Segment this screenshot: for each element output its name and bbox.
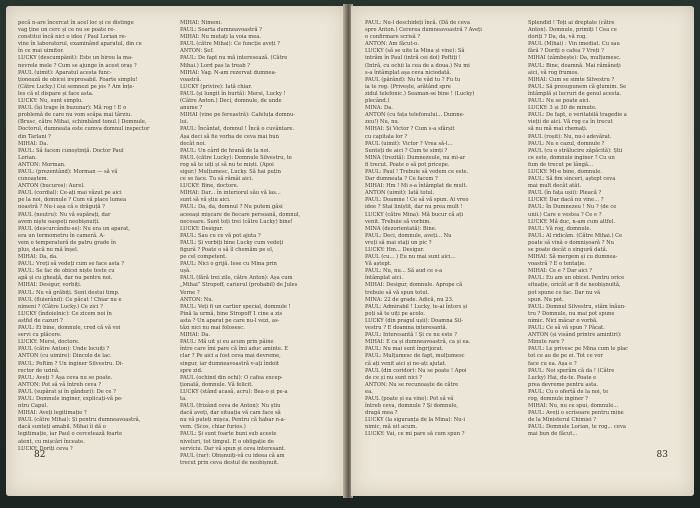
text-line: Vă aștept.	[365, 261, 392, 268]
text-line: LUCKY (privire): Iată chiar.	[180, 83, 252, 90]
text-line: spun. Nu pot.	[528, 296, 564, 303]
text-line: singur, iar dumneavoastră v-ați îndoit	[180, 360, 279, 367]
text-line: ANTON: Nu se recunoaște de către	[365, 381, 459, 388]
text-line: nu vă puteți mișca. Pentru că habar n-a-	[180, 417, 286, 424]
text-line: LUCKY: Desigur.	[180, 225, 224, 232]
text-line: PAUL (cu o strălucire zăpăcită): Știi	[528, 147, 623, 154]
text-line: PAUL (către Anton): Unde locuiți ?	[18, 346, 110, 353]
text-line: LUCKY: 3 și 30 de minute.	[528, 105, 597, 112]
text-line: de ce și nu sunt nici ?	[365, 374, 423, 381]
text-line: ționată, domnule. Vă felicit.	[180, 381, 253, 388]
text-line: LUCKY (din pragul ușii): Doamna Sil-	[365, 317, 463, 324]
text-line: nimic, mă uit acum.	[365, 424, 418, 431]
text-line: PAUL: Nu se poate aici.	[528, 98, 591, 105]
text-line: ia te rog. (Privește, arătând spre	[365, 83, 451, 90]
text-line: LUCKY (stând acasă, acru): Bea-o și pe-a	[180, 388, 288, 395]
text-line: anume ?	[180, 105, 203, 112]
text-line: Așa deci să fie vorba de ceva mai bun	[180, 133, 279, 140]
text-line: ționează de obicei ireprosabil. Foarte simplu!	[18, 76, 138, 83]
text-line: Lucky) Hai, du-te. Poate e	[528, 374, 597, 381]
text-line: MIHAI: Dar... în interiorul său vă las...	[180, 190, 281, 197]
text-line: s-a întâmplat așa ceva niciodată.	[365, 69, 452, 76]
left-page	[6, 6, 345, 496]
text-line: PAUL: Admirabil ! Lucky, te-ai întors și	[365, 303, 468, 310]
text-line: MIHAI: Desigur, domnule. Aprope că	[365, 282, 463, 289]
text-line: LUCKY: Mersi, doctore.	[18, 339, 80, 346]
text-line: rog să te uiți și să nu te miști. (Apoi	[180, 161, 274, 168]
text-line: LUCKY: Doriți ceva ?	[18, 445, 73, 452]
text-line: PAUL: Se fac de obicei niște teste cu	[18, 268, 115, 275]
text-line: figură ? Poate o să îl chemăm pe el,	[180, 247, 274, 253]
page-number-right: 83	[656, 450, 668, 460]
right-page-column-2	[528, 20, 683, 440]
text-line: ANTON: Nu.	[180, 296, 214, 303]
text-line: MIHAI: Nimeni.	[180, 20, 222, 26]
text-line: PAUL: Să fim sinceri, aștept ceva	[528, 176, 616, 183]
text-line: sigur.) Mulțumesc, Lucky. Să hai puțin	[180, 168, 281, 175]
text-line: mai mult decât atât.	[528, 183, 582, 190]
text-line: PAUL: Nu mai sunt îngrijorat.	[365, 346, 444, 353]
text-line: prea devreme pentru asta.	[528, 381, 598, 388]
right-page	[351, 6, 694, 496]
text-line: PAUL (părând): Nu te văd tu ? Fu tu	[365, 76, 461, 83]
text-line: spre zid.	[180, 367, 203, 374]
text-line: PAUL (fără trei zile, câtre Anton): Așa cum	[180, 275, 293, 282]
text-line: tru ? Domnule, nu mai pot spune	[528, 310, 615, 317]
text-line: din Tarlani ?	[18, 133, 51, 140]
text-line: pecă n-are încercat în acel loc și ce distinge	[18, 20, 134, 26]
text-line: MIHAI (zâmbește): Da, mulțumesc.	[528, 55, 621, 62]
text-line: nimeni ? (Câtre Lucky.) Ce zici ?	[18, 303, 103, 310]
text-line: nevrele mele ? Cum se ajunge în acest oraș ?	[18, 62, 137, 69]
text-line: MINA: Da.	[365, 105, 393, 112]
text-line: noastră ? Nu-i așa că e drăguță ?	[18, 204, 105, 211]
text-line: PAUL: Ce să vă spun ? Păcat.	[528, 325, 605, 332]
text-line: PAUL (către Mihai): Și pentru dumneavoastră,	[18, 417, 141, 424]
text-line: ANTON: Pot să vă întreb ceva ?	[18, 381, 101, 388]
text-line: LUCKY: Bine, doctore.	[180, 183, 239, 190]
text-line: MIHAI: Cum se simte Silvestru ?	[528, 76, 615, 83]
text-line: PAUL (roșit): Nu, nu-i adevărat.	[528, 133, 612, 140]
text-line: ANTON: Am făcut-o.	[365, 41, 419, 48]
text-line: vag ține un cerc și ce nu se poate re-	[18, 27, 116, 34]
text-line: PAUL: De fapt, o veritabilă tragedie a	[528, 112, 627, 119]
text-line: Dar dumneata ? Ce facem ?	[365, 176, 438, 183]
text-line: PAUL (către Lucky): Domnule Silvestru, te	[180, 154, 292, 161]
text-line: cu capitala lor ?	[365, 133, 408, 140]
right-page-column-1	[365, 20, 520, 440]
text-line: PAUL: Vreți să vedeți cum se face asta ?	[18, 261, 125, 268]
text-line: PAUL (uimit): Victor ? Vrea să-l...	[365, 140, 453, 147]
text-line: PAUL (din coridor): Nu se poate ! Apoi	[365, 367, 467, 374]
text-line: LUCKY: Vai, ce mi pare să cum spun ?	[365, 431, 465, 438]
text-line: PAUL: Vă rog, domnule.	[528, 225, 592, 232]
text-line: plecând.)	[365, 98, 390, 105]
text-line: pe cel competent.	[180, 254, 227, 261]
text-line: servi cu plăcere.	[18, 332, 62, 339]
text-line: MIHAI: Aveți legitimație ?	[18, 410, 87, 417]
text-line: MIHAI: Da.	[180, 332, 210, 339]
text-line: MIHAI: Și Victor ? Cum s-a sfârșit	[365, 126, 455, 133]
text-line: face cu ea. Așa e ?	[528, 360, 577, 367]
text-line: PAUL: Aveți ? Așa ceva nu se poate.	[18, 374, 113, 381]
text-line: atent, cu mișcări înceate.	[18, 438, 85, 445]
text-line: ANTON (bucuros): Aurel.	[18, 183, 85, 190]
text-line: PAUL (rar): Obișnuiți-vă cu ideea că am	[180, 452, 285, 459]
text-line: voastră ? E o tentație.	[528, 261, 586, 268]
text-line: plus, dacă nu mă înșel.	[18, 247, 79, 253]
text-line: PAUL: Domnul Silvestru, stăm înăun-	[528, 303, 626, 310]
text-line: MIHAI (vine pe fereastră): Cafeluța domnu-	[180, 112, 296, 119]
text-line: întâmplat aici.	[365, 275, 403, 282]
text-line: situație, oricât ar fi de neobișnuită,	[528, 282, 621, 289]
text-line: mai bun de făcut...	[528, 431, 578, 438]
text-line: MIHAI: Da.	[18, 140, 48, 147]
text-line: avem niște oaspeți neobișnuiți.	[18, 218, 100, 225]
text-line: PAUL: Veți fi un cartier special, domnule !	[180, 303, 291, 310]
text-line: vine în laboratorul, examinând aparatul, din ce	[18, 41, 142, 48]
text-line: între care îmi pare că îmi aduc aminte. E	[180, 346, 289, 353]
text-line: apă și cu gheață, dar nu pentru noi.	[18, 275, 113, 282]
text-line: PAUL: Un cârd de hrană de la noi.	[180, 147, 271, 154]
text-line: unii.) Care e vestea ? Ce e ?	[528, 211, 602, 218]
text-line: PAUL: Mulțumesc de fapt, mulțumesc	[365, 353, 465, 360]
text-line: venit. Trebuie să vorbim.	[365, 218, 431, 225]
text-line: les că el dispare și face asta.	[18, 90, 94, 97]
text-line: vem o temperatură de patru grade în	[18, 239, 116, 246]
text-line: Sunteți de aici ? Cum te simți ?	[365, 147, 448, 154]
text-line: MIHAI: Nu, nu ce spui, domnule...	[528, 403, 619, 410]
text-line: PAUL: Le privesc pe Mina cum le plac	[528, 346, 629, 353]
text-line: MIHAI: Da, da.	[18, 254, 58, 261]
text-line: legitimație, iar Paul o cercetează foarte	[18, 431, 123, 438]
text-line: (Intră, cu ochii la cea de a doua.) Nu mi	[365, 62, 470, 69]
text-line: că ați venit aici și ne-ați ajutat.	[365, 360, 447, 367]
text-line: ANTON (și visând printre amintiri):	[528, 332, 622, 339]
text-line: vieții de aici. Vă rog ca în trecut	[528, 119, 613, 126]
text-line: poți să te uiți pe acolo.	[365, 310, 425, 317]
text-line: PAUL (cordial): Ce-ați mai văzut pe aici	[18, 190, 122, 197]
text-line: vestru ? E doamna interesantă.	[365, 325, 448, 332]
text-line: PAUL: Cu o ofertă de la noi, te	[528, 388, 609, 395]
left-page-column-2	[180, 20, 334, 466]
text-line: MIHAI: Vag. N-am rezervat dumnea-	[180, 69, 277, 76]
text-line: clar ? Pe aici a fost ceva mai devreme,	[180, 353, 281, 360]
text-line: spre Anton.) Cererea dumneavoastră ? Aveți	[365, 27, 482, 34]
text-line: PAUL: Domnule inginer, explicați-vă pe-	[18, 395, 123, 402]
text-line: PAUL: (prezentând): Morman — să vă	[18, 168, 118, 175]
text-line: o confirmare scrisă ?	[365, 34, 421, 41]
text-line: LUCKY (să se uite la Mina și vine): Să	[365, 48, 465, 55]
text-line: PAUL: Bine, doamnă. Mai rămâneți	[528, 62, 621, 69]
text-line: aici, vă rog frumos.	[528, 69, 579, 76]
text-line: PAUL (către Mihai): Ce funcție aveți ?	[180, 41, 280, 48]
text-line: tăzi nici nu mai folosesc.	[180, 325, 245, 332]
text-line: pe la noi, domnule ? Cum vă place lumea	[18, 197, 127, 204]
text-line: PAUL (Mihai) : Vin imediat. Cu sau	[528, 41, 620, 48]
text-line: sunt să vă știu aici.	[180, 197, 231, 204]
text-line: PAUL: Nu vă grăbiți. Sunt destui timp.	[18, 289, 120, 296]
text-line: dacă sunteți amabil. Mihai îi dă o	[18, 424, 106, 431]
text-line: PAUL: Eu am un obicei. Pentru orice	[528, 275, 625, 282]
text-line: pot spune ce fac. Dar nu vă	[528, 289, 601, 296]
text-line: PAUL (își trage în buzunar): Mă rog ! E o	[18, 105, 127, 112]
text-line: PAUL: Da, da, domnul ? Nu putem găsi	[180, 204, 283, 211]
text-line: fum de trecut pe lângă...	[528, 161, 593, 168]
text-line: LUCKY: Mă duc, n-am cum altfel.	[528, 218, 616, 225]
text-line: PAUL: De fapt nu mă interesează. (Către	[180, 55, 288, 62]
text-line: PAUL (poate și ea vine): Pot să vă	[365, 395, 454, 402]
text-line: PAUL (descurcându-se): Nu era un aparat,	[18, 225, 130, 232]
text-line: PAUL: Mă uit și eu acum prin pâine	[180, 339, 274, 346]
text-line: ta.	[180, 395, 187, 402]
left-page-column-1	[18, 20, 172, 452]
text-line: voastră.	[180, 76, 202, 83]
text-line: dragă mea ?	[365, 410, 398, 417]
text-line: nimic. Nici măcar o vorbă.	[528, 317, 598, 324]
text-line: LUCKY (la siguranța de la Mina): Nu-i	[365, 417, 466, 424]
text-line: Lorian.	[18, 154, 37, 161]
text-line: PAUL (și lungit în burtă): Mersi, Lucky !	[180, 90, 286, 97]
text-line: niveluri, tot timpul. E o obligație de	[180, 438, 274, 445]
text-line: necesare. Sunt toți trei (către Lucky) bine!	[180, 218, 293, 225]
text-line: PAUL: Soarta dumneavoastră ?	[180, 27, 263, 34]
text-line: ea.	[365, 388, 373, 395]
text-line: idee ? Stai liniștit, dar nu prea mult !	[365, 204, 463, 211]
text-line: PAUL (cu... ) Eu nu mai sunt aici...	[365, 254, 456, 261]
text-line: PAUL (frizând ceva de Anton): Nu știu	[180, 403, 281, 410]
text-line: fi trecut. Poate o să pot pricepe.	[365, 161, 450, 168]
text-line: LUCKY: Nu, sunt simplu.	[18, 98, 83, 105]
right-page-text	[365, 20, 683, 440]
text-line: ANTON (cu fața telefonului... Dumne-	[365, 112, 465, 119]
text-line: MINA (trezită): Dumnezeule, nu mi-ar	[365, 154, 466, 161]
text-line: problemă de care nu vom scăpa mai târziu.	[18, 112, 132, 119]
text-line: (Către Lucky.) Cui semnezi pe jos ? Am înțe-	[18, 83, 135, 90]
text-line: (Brusc, către Mihai, schimbând tonul.) Domnule,	[18, 119, 147, 126]
text-line: MIHAI: Să mergem și cu dumnea-	[528, 254, 618, 261]
text-line: zidul telefonic.) Seaman-se bine ! (Lucky)	[365, 90, 475, 97]
text-line: MIHAI: Ce e ? Dar aici ?	[528, 268, 593, 275]
text-line: MIHAI: E ca și dumneavoastră, ca și ea.	[365, 339, 471, 346]
text-line: constitui încă nici o idee / Paul Lorian re-	[18, 34, 127, 41]
text-line: Pină la urmă, bine Stropoff 1 cine a zis	[180, 310, 283, 317]
text-line: PAUL (în fața ușii): Pleacă ?	[528, 190, 602, 197]
text-line: Verne ?	[180, 289, 200, 296]
text-line: ANTON: Șef.	[180, 48, 214, 55]
text-line: LUCKY (îndoielnic): Ce zicem noi în	[18, 310, 112, 317]
text-line: trecut prin ceva destul de neobișnuit.	[180, 459, 279, 466]
text-line: LUCKY: Dar dacă nu vine... ?	[528, 197, 604, 204]
text-line: PAUL: Poftim ? Un inginer Silvestru. Di-	[18, 360, 124, 367]
text-line: Splendid ! Toți ai dreptate (către	[528, 20, 615, 26]
text-line: rog, domnule inginer ?	[528, 395, 588, 402]
text-line: să nu mă mai chemați.	[528, 126, 588, 133]
text-line: PAUL (supărat și în gânduri): De ce ?	[18, 388, 116, 395]
text-line: fără ? Doriți o cafea ? Vreți ?	[528, 48, 604, 55]
text-line: ce se face. Tu să rămâi aici.	[180, 176, 254, 183]
text-line: astfel de cazuri ?	[18, 317, 63, 324]
text-line: cunoaștem.	[18, 176, 49, 183]
text-line: PAUL (fluierând): Ce păcat ! Chiar nu e	[18, 296, 122, 303]
text-line: trebuie să vă spun totul.	[365, 289, 430, 296]
text-line: PAUL: Deci, domnule, aveți... Nu	[365, 232, 452, 239]
text-line: PAUL: Ei bine, domnule, cred că vă voi	[18, 325, 121, 332]
text-line: PAUL: Să presupunem că glumim. Se	[528, 83, 627, 90]
text-line: PAUL: Paul ! Trebuie să vedem ce este.	[365, 168, 469, 175]
text-line: LUCKY (către Mina): Mă bucur că ați	[365, 211, 464, 218]
text-line: poate să vină o domnișoară ? Nu	[528, 239, 614, 246]
text-line: vem. (Scos, chiar furios.)	[180, 424, 246, 431]
text-line: rector de uzină.	[18, 367, 60, 374]
text-line: vreți să mai stați un pic ?	[365, 239, 432, 246]
text-line: PAUL: Nici o grijă. Iese cu Mina prin	[180, 261, 277, 268]
text-line: Mihai.) Lord pas la treab ?	[180, 62, 251, 69]
text-line: MIHAI: Desigur, vorbiți.	[18, 282, 82, 289]
text-line: „Mihai” Stropoff, carierul (probabil) de Jules	[180, 282, 298, 289]
text-line: PAUL: Încântat, domnul ! Încă o cuvântare.	[180, 126, 295, 133]
text-line: MIHAI: Nu mutați la voia mea.	[180, 34, 262, 41]
text-line: PAUL: Nu-l deschideți încă. (Dă de ceva	[365, 20, 470, 26]
text-line: Doctorul, dumneata este cumva domnul inspector	[18, 126, 150, 133]
text-line: PAUL: Nu, nu... Să aud ce s-a	[365, 268, 443, 275]
text-line: PAUL: Să facem cunoștință. Doctor Paul	[18, 147, 124, 154]
text-line: de la Ministerul Chimiei ?	[528, 417, 597, 424]
text-line: întreb ceva, domnule ? Și domnule,	[365, 403, 459, 410]
text-line: intrăm în Paul (intră cei doi) Poftiți !	[365, 55, 461, 62]
page-number-left: 82	[34, 450, 46, 460]
text-line: PAUL: Interesantă ! Și ce nu este ?	[365, 332, 457, 339]
text-line: ANTON (cu uimire): Dincolo de lac.	[18, 353, 112, 360]
text-line: aceeași mișcare de fiecare persoană, domnul,	[180, 211, 301, 218]
text-line: PAUL: Sau cu ce vă pot ajuta ?	[180, 232, 261, 239]
text-line: MINA: 22 de grade. Adică, nu 23.	[365, 296, 454, 303]
text-line: LUCKY (descumpănit): Este un birou la ma-	[18, 55, 133, 62]
text-line: decât noi.	[180, 140, 206, 147]
text-line: în ce mai uimitor.	[18, 48, 64, 55]
text-line: PAUL: Și vorbiți bine Lucky cum vedeți	[180, 239, 284, 246]
text-line: ce este, domnule inginer ? Cu un	[528, 154, 615, 161]
text-line: PAUL: Și sunt foarte buni sub aceste	[180, 431, 277, 438]
text-line: PAUL: Doamne ! Ce să vă spun. Ai vreo	[365, 197, 469, 204]
text-line: MIHAI: Hm ! Mi s-a întâmplat de mult.	[365, 183, 468, 190]
text-line: PAUL: Domnule Lorian, te rog... ceva	[528, 424, 626, 431]
text-line: MINA (dezorientată): Bine.	[365, 225, 437, 232]
text-line: întâmplă și lucruri de genul acesta.	[528, 90, 622, 97]
text-line: ușă.	[180, 268, 191, 275]
text-line: doriți ? Da, da, vă rog.	[528, 34, 587, 41]
text-line: PAUL: Noi sperăm că da ! (Către	[528, 367, 615, 374]
text-line: LUCKY: Mi-e bine, domnule.	[528, 168, 602, 175]
text-line: ANTON (uimit): Iată totul.	[365, 190, 435, 197]
text-line: era un termometru în cameră. A-	[18, 232, 105, 239]
text-line: PAUL: În Dumnezeu ! Nu ? (de ce	[528, 204, 617, 211]
text-line: PAUL (uimit): Aparatul acesta func-	[18, 69, 112, 76]
text-line: tot ce au de pe ei. Tot ce vor	[528, 353, 603, 360]
text-line: (Câtre Anton.) Deci, domnule, de unde	[180, 98, 282, 105]
text-line: zeu!) Nu, nu.	[365, 119, 400, 126]
text-line: ANTON: Morman.	[18, 161, 66, 168]
text-line: PAUL (neutru): Nu vă supărați, dar	[18, 211, 111, 218]
text-line: PAUL: Nu e cazul, domnule ?	[528, 140, 605, 147]
text-line: PAUL (ochind din ochi): O cafea excep-	[180, 374, 283, 381]
text-line: asta ? Un aparat pe care nu-l vezi, as-	[180, 317, 280, 324]
text-line: serviciu. Dar vă spun și ceva interesant.	[180, 445, 286, 452]
text-line: dacă aveți, dar situația vă cam face să	[180, 410, 281, 417]
text-line: LUCKY: Hm... Desigur.	[365, 247, 425, 253]
text-line: Anton). Domnule, primiți ! Cea ce	[528, 27, 617, 34]
text-line: se poate decât o singură dată.	[528, 247, 608, 253]
text-line: Minute rare ?	[528, 339, 565, 346]
text-line: lui.	[180, 119, 189, 126]
text-line: PAUL: Al ridicăm. (Către Mihai.) Ce	[528, 232, 623, 239]
text-line: PAUL: Aveți o scrisoare pentru mine	[528, 410, 624, 417]
text-line: ntru Capul.	[18, 403, 48, 410]
